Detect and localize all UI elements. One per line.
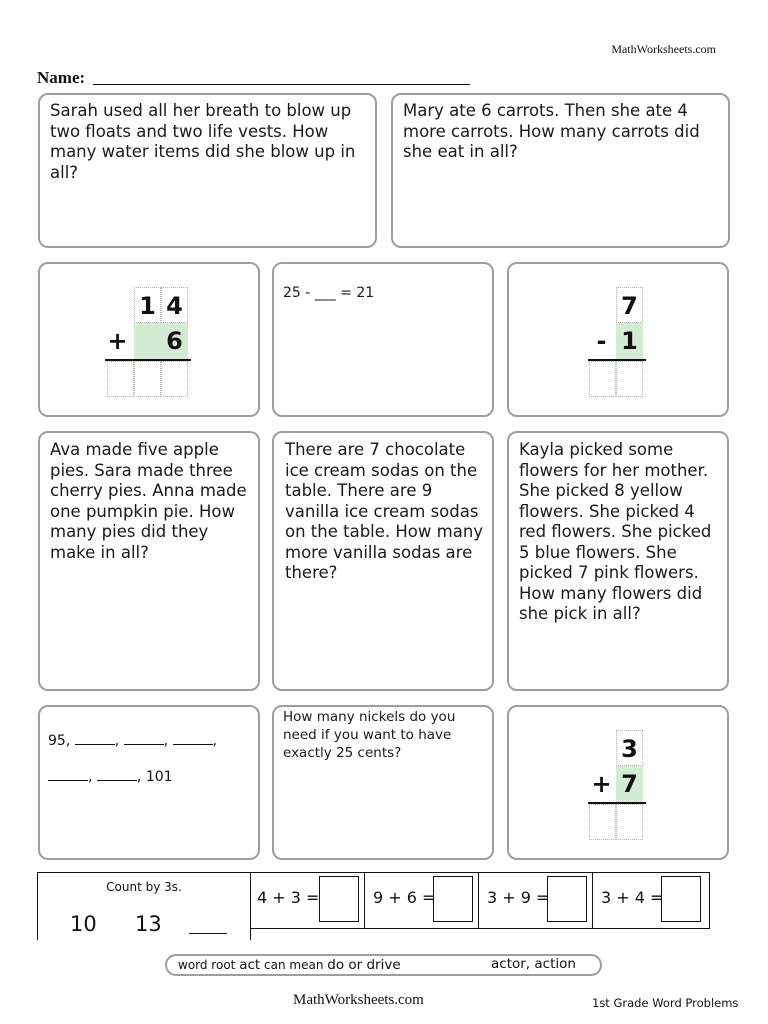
name-label: Name: — [37, 68, 86, 87]
answer-box[interactable] — [661, 876, 701, 922]
count-by-title: Count by 3s. — [106, 880, 182, 894]
missing-number-equation: 25 - ___ = 21 — [283, 285, 375, 301]
sequence-blank[interactable] — [75, 743, 115, 745]
footer-site: MathWorksheets.com — [293, 992, 424, 1008]
equation-cell-2 — [365, 872, 479, 929]
word-root-mid: can mean — [264, 958, 324, 972]
operator-sign: + — [591, 770, 612, 798]
equation-cell-4 — [593, 872, 710, 929]
operator-sign: + — [107, 327, 128, 355]
count-second: 13 — [135, 912, 162, 936]
equation-text: 3 + 9 = — [487, 888, 550, 907]
digit-cell: 3 — [616, 730, 643, 766]
name-line[interactable] — [93, 84, 470, 85]
word-root-examples: actor, action — [491, 956, 576, 972]
sequence-blank[interactable] — [97, 779, 137, 781]
sequence-start: 95, — [48, 733, 71, 749]
word-root-meaning: do or drive — [327, 957, 401, 973]
answer-box[interactable] — [319, 876, 359, 922]
number-sequence: 95, , , , , , 101 — [48, 733, 217, 785]
sequence-end: 101 — [145, 769, 173, 785]
problem-text-1: Sarah used all her breath to blow up two floats and two life vests. How many water items did she blow up in all? — [50, 101, 356, 182]
operator-sign: - — [596, 327, 607, 355]
digit-cell: 1 — [134, 287, 161, 323]
problem-text-7: There are 7 chocolate ice cream sodas on the table. There are 9 vanilla ice cream sodas on the table. How many more vanilla sodas are there? — [285, 440, 484, 582]
digit-cell: 7 — [616, 287, 643, 323]
answer-cell[interactable] — [161, 361, 188, 397]
digit-cell — [134, 323, 161, 359]
sequence-blank[interactable] — [124, 743, 164, 745]
equation-cell-3 — [479, 872, 593, 929]
problem-text-8: Kayla picked some flowers for her mother. She picked 8 yellow flowers. She picked 4 red flowers. She picked 5 blue flowers. She picked 7 pink flowers. How many flowers did she pick in all? — [519, 440, 712, 623]
sequence-blank[interactable] — [173, 743, 213, 745]
answer-cell[interactable] — [589, 804, 616, 840]
equation-cell-1 — [251, 872, 365, 929]
answer-box[interactable] — [433, 876, 473, 922]
answer-cell[interactable] — [134, 361, 161, 397]
problem-text-2: Mary ate 6 carrots. Then she ate 4 more carrots. How many carrots did she eat in all? — [403, 101, 700, 161]
answer-cell[interactable] — [589, 361, 616, 397]
problem-text-10: How many nickels do you need if you want to have exactly 25 cents? — [283, 709, 456, 761]
site-header: MathWorksheets.com — [611, 42, 716, 56]
digit-cell: 6 — [161, 323, 188, 359]
digit-cell: 1 — [616, 323, 643, 359]
word-root-prefix: word root — [178, 958, 236, 972]
answer-box[interactable] — [547, 876, 587, 922]
word-root-root: act — [239, 957, 261, 973]
count-answer-line[interactable] — [189, 933, 227, 934]
answer-cell[interactable] — [616, 804, 643, 840]
equation-text: 9 + 6 = — [373, 888, 436, 907]
digit-cell: 4 — [161, 287, 188, 323]
count-first: 10 — [70, 912, 97, 936]
footer-title: 1st Grade Word Problems — [592, 996, 739, 1010]
word-root-text — [178, 957, 401, 973]
answer-cell[interactable] — [107, 361, 134, 397]
answer-cell[interactable] — [616, 361, 643, 397]
equation-text: 3 + 4 = — [601, 888, 664, 907]
digit-cell: 7 — [616, 766, 643, 802]
sequence-blank[interactable] — [48, 779, 88, 781]
equation-text: 4 + 3 = — [257, 888, 320, 907]
problem-text-6: Ava made five apple pies. Sara made three cherry pies. Anna made one pumpkin pie. How many pies did they make in all? — [50, 440, 247, 562]
